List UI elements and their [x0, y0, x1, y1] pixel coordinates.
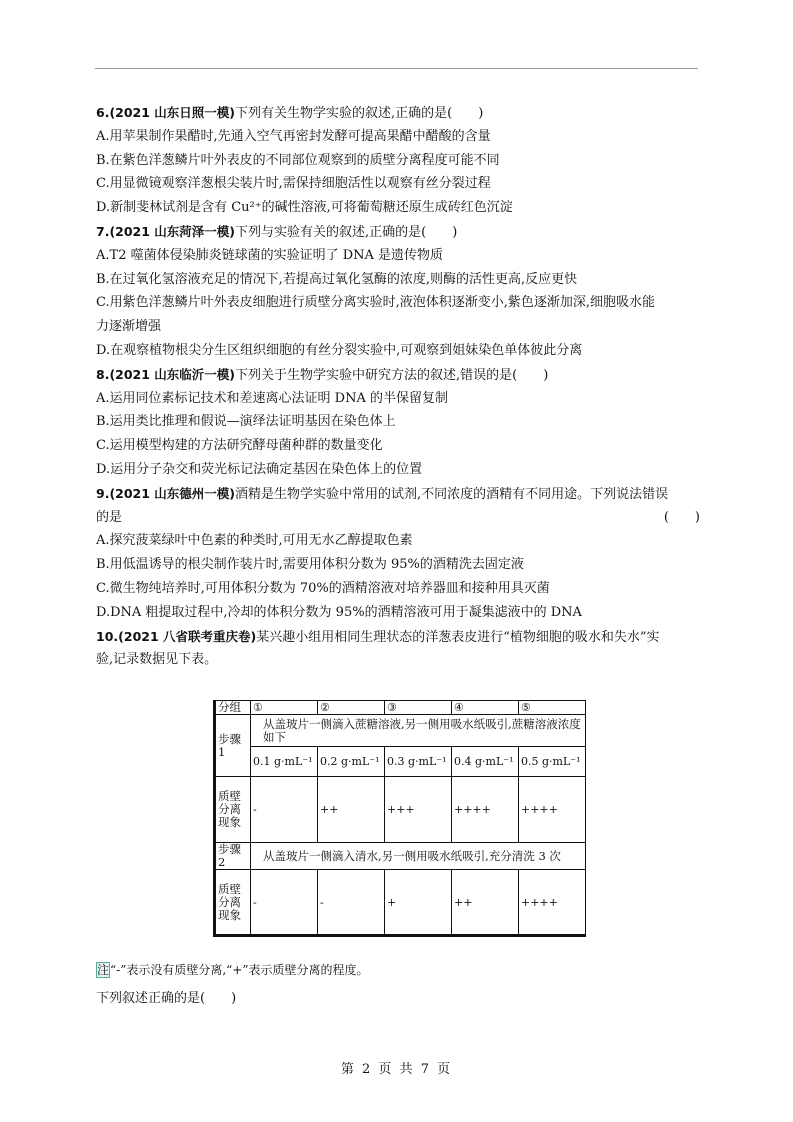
- group-cell: ③: [385, 701, 452, 715]
- result-cell: -: [318, 870, 385, 936]
- step1-text: 从盖玻片一侧滴入蔗糖溶液,另一侧用吸水纸吸引,蔗糖溶液浓度如下: [251, 715, 586, 747]
- option: C.运用模型构建的方法研究酵母菌种群的数量变化: [96, 438, 383, 454]
- option: A.探究菠菜绿叶中色素的种类时,可用无水乙醇提取色素: [96, 533, 413, 549]
- concentration-cell: 0.5 g·mL⁻¹: [519, 747, 586, 777]
- question-stem: 下列有关生物学实验的叙述,正确的是( ): [235, 106, 484, 121]
- result-cell: ++: [318, 777, 385, 843]
- table-note: [96, 961, 368, 978]
- question-stem: 下列关于生物学实验中研究方法的叙述,错误的是( ): [235, 367, 549, 383]
- option: A.运用同位素标记技术和差速离心法证明 DNA 的半保留复制: [96, 390, 448, 406]
- question-source: (2021 八省联考重庆卷): [118, 628, 257, 644]
- result-cell: +: [385, 870, 452, 936]
- concentration-cell: 0.1 g·mL⁻¹: [251, 747, 318, 777]
- page-footer: 第 2 页 共 7 页: [340, 1062, 453, 1077]
- note-text: “-”表示没有质壁分离,“+”表示质壁分离的程度。: [110, 963, 369, 977]
- option: A.T2 噬菌体侵染肺炎链球菌的实验证明了 DNA 是遗传物质: [96, 247, 444, 263]
- question-number: 6.: [96, 105, 110, 120]
- question-title: [96, 363, 700, 387]
- question-number: 7.: [96, 223, 110, 239]
- result-cell: +++: [385, 777, 452, 843]
- group-label: 分组: [215, 701, 251, 715]
- experiment-table: [213, 700, 586, 937]
- result-cell: ++++: [519, 777, 586, 843]
- result-cell: -: [251, 777, 318, 843]
- result-cell: -: [251, 870, 318, 936]
- result-label: 质壁分离现象: [215, 870, 251, 936]
- result-label: 质壁分离现象: [215, 777, 251, 843]
- question-stem: 下列与实验有关的叙述,正确的是( ): [235, 224, 458, 240]
- option: B.运用类比推理和假说—演绎法证明基因在染色体上: [96, 414, 396, 430]
- concentration-cell: 0.2 g·mL⁻¹: [318, 747, 385, 777]
- step1-label: 步骤1: [215, 715, 251, 777]
- step2-label: 步骤2: [215, 843, 251, 870]
- question-source: (2021 山东德州一模): [109, 485, 236, 501]
- option: A.用苹果制作果醋时,先通入空气再密封发酵可提高果醋中醋酸的含量: [96, 128, 491, 144]
- option: B.在过氧化氢溶液充足的情况下,若提高过氧化氢酶的浓度,则酶的活性更高,反应更快: [96, 271, 578, 287]
- option: C.用显微镜观察洋葱根尖装片时,需保持细胞活性以观察有丝分裂过程: [96, 176, 491, 192]
- question-title: [96, 482, 700, 506]
- question-number: 9.: [96, 485, 110, 501]
- header-rule: [95, 68, 698, 69]
- group-cell: ④: [452, 701, 519, 715]
- answer-bracket: ( ): [663, 509, 700, 525]
- concentration-cell: 0.3 g·mL⁻¹: [385, 747, 452, 777]
- option: D.新制斐林试剂是含有 Cu²⁺的碱性溶液,可将葡萄糖还原生成砖红色沉淀: [96, 200, 513, 216]
- option: C.用紫色洋葱鳞片叶外表皮细胞进行质壁分离实验时,液泡体积逐渐变小,紫色逐渐加深,细胞吸水能: [96, 295, 656, 311]
- note-marker: 注: [97, 963, 110, 977]
- question-title: [96, 625, 700, 649]
- group-cell: ①: [251, 701, 318, 715]
- result-cell: ++++: [452, 777, 519, 843]
- option: D.在观察植物根尖分生区组织细胞的有丝分裂实验中,可观察到姐妹染色单体彼此分离: [96, 342, 583, 358]
- group-cell: ②: [318, 701, 385, 715]
- step2-text: 从盖玻片一侧滴入清水,另一侧用吸水纸吸引,充分清洗 3 次: [251, 843, 586, 870]
- question-source: (2021 山东菏泽一模): [109, 223, 236, 239]
- question-stem-cont: [96, 648, 700, 672]
- option: B.在紫色洋葱鳞片叶外表皮的不同部位观察到的质壁分离程度可能不同: [96, 152, 500, 168]
- question-stem-cont: [96, 506, 700, 530]
- option: 力逐渐增强: [96, 319, 162, 335]
- result-cell: ++++: [519, 870, 586, 936]
- question-list: [96, 101, 700, 672]
- option: D.DNA 粗提取过程中,冷却的体积分数为 95%的酒精溶液可用于凝集滤液中的 DNA: [96, 604, 582, 620]
- stem-text: 验,记录数据见下表。: [96, 652, 218, 668]
- concentration-cell: 0.4 g·mL⁻¹: [452, 747, 519, 777]
- group-cell: ⑤: [519, 701, 586, 715]
- question-title: [96, 220, 700, 244]
- stem-text: 的是: [96, 509, 123, 525]
- question-stem: 酒精是生物学实验中常用的试剂,不同浓度的酒精有不同用途。下列说法错误: [235, 486, 669, 502]
- result-cell: ++: [452, 870, 519, 936]
- question-title: [96, 101, 700, 125]
- question-number: 8.: [96, 366, 110, 382]
- question-stem: 下列叙述正确的是( ): [96, 991, 237, 1006]
- question-source: (2021 山东日照一模): [109, 105, 236, 120]
- option: B.用低温诱导的根尖制作装片时,需要用体积分数为 95%的酒精洗去固定液: [96, 557, 524, 573]
- option: D.运用分子杂交和荧光标记法确定基因在染色体上的位置: [96, 461, 423, 477]
- question-number: 10.: [96, 628, 119, 644]
- option: C.微生物纯培养时,可用体积分数为 70%的酒精溶液对培养器皿和接种用具灭菌: [96, 580, 550, 596]
- question-source: (2021 山东临沂一模): [109, 366, 236, 382]
- question-stem: 某兴趣小组用相同生理状态的洋葱表皮进行“植物细胞的吸水和失水”实: [256, 629, 660, 645]
